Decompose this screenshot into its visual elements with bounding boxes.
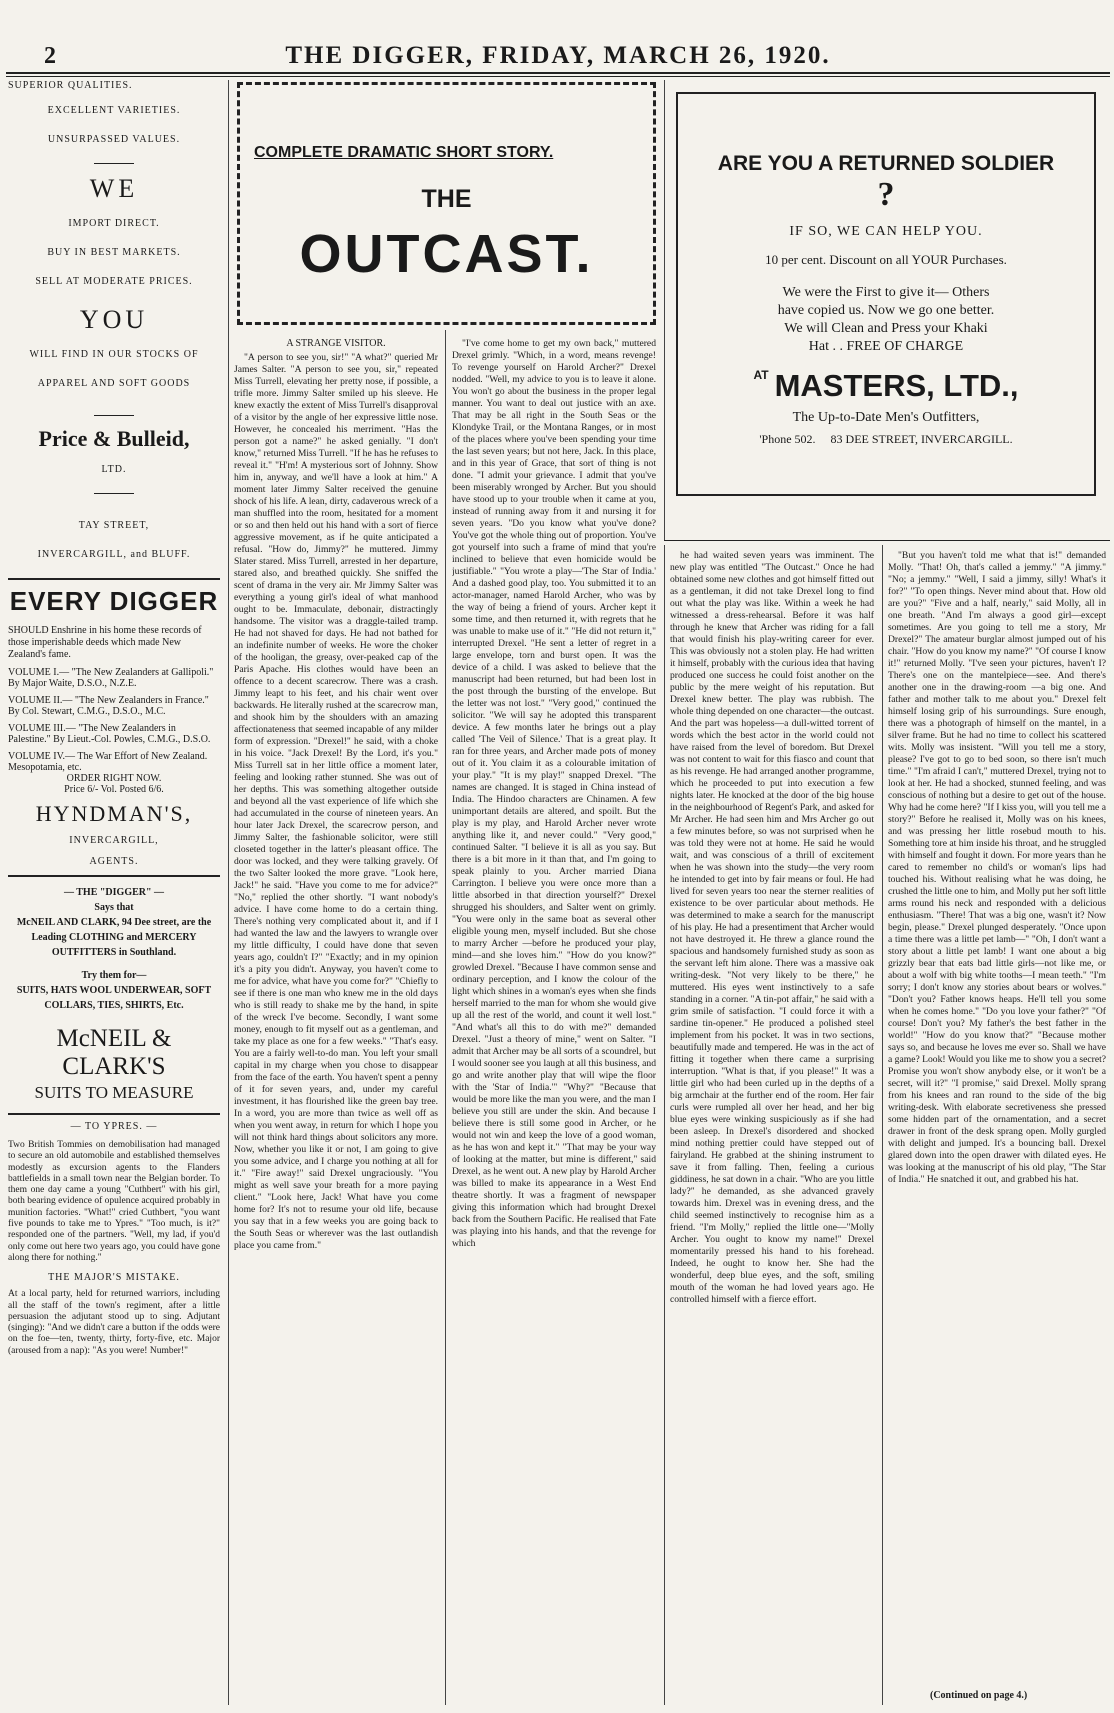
ad-discount: 10 per cent. Discount on all YOUR Purchases. bbox=[765, 252, 1007, 267]
ypres-story: Two British Tommies on demobilisation had managed to secure an old automobile and established themselves modestly as excursion agents to the Flanders battlefields in a small town near the Belgian border. To them one day came a young "Cuthbert" with his girl, both bearing evidence of opulence acquired probably in munition factories. "What!" cried Cuthbert, "you want five pounds to take me to Ypres." "Too much, is it?" responded one of the partners. "Well, my lad, if you'd only come out here two years ago, you could have gone along there for nothing." bbox=[8, 1140, 220, 1263]
ad-line: INVERCARGILL, bbox=[69, 835, 159, 846]
divider bbox=[94, 163, 134, 164]
masthead bbox=[6, 40, 1110, 70]
article-subheading: A STRANGE VISITOR. bbox=[286, 338, 386, 349]
ad-headline: ARE YOU A RETURNED SOLDIER bbox=[717, 152, 1055, 175]
ad-line: AGENTS. bbox=[89, 856, 139, 867]
article-column-3 bbox=[670, 550, 874, 1706]
ad-line: BUY IN BEST MARKETS. bbox=[47, 247, 181, 258]
ad-phone: 'Phone 502. bbox=[759, 432, 816, 446]
ad-line: LTD. bbox=[101, 464, 127, 475]
ad-line: TAY STREET, bbox=[78, 520, 150, 531]
volume-item: VOLUME II.— "The New Zealanders in France." By Col. Stewart, C.M.G., D.S.O., M.C. bbox=[8, 695, 209, 717]
story-title-box bbox=[237, 82, 656, 325]
article-text: "A person to see you, sir!" "A what?" queried Mr James Salter. "A person to see you, sir," repeated Miss Turrell, elevating her pretty nose, if possible, a trifle more. Jimmy Salter smiled up his sleeve. He knew exactly the extent of Miss Turrell's disapproval of a visitor by the angle of her expressive little nose. However, he concealed his merriment. "Has the person got a name?" he asked genially. "I don't know," returned Miss Turrell. "If he has he refuses to reveal it." "H'm! A mysterious sort of Johnny. Show him in, anyway, and we'll have a look at him." A moment later Jimmy Salter received the genuine shock of his life. A lean, dirty, cadaverous wreck of a man shuffled into the room, hesitated for a moment or so and then held out his hand with a sort of fierce aggressive movement, as if he quite anticipated a refusal. "How do, Jimmy?" he muttered. Jimmy Slater stared. Miss Turrell, arrested in her departure, stared also, and breathed quickly. She sniffed the scent of drama in the very air. Mr Jimmy Salter was everything a young girl's ideal of what manhood ought to be. Immaculate, debonair, distractingly handsome. The visitor was a draggle-tailed tramp. He had not shaved for days. He had not bathed for an indefinite number of weeks. He wore the choker of the hooligan, the greasy, over-peaked cap of the Paris Apache. His clothes would have been an offence to a decent scarecrow. There was a crash. Jimmy leapt to his feet, and his chair went over backwards. He literally rushed at the scarecrow man, and shook him by the shoulders with an amazing affectionateness that seemed incapable of any milder form of expression. "Drexel!" he said, with a choke in his voice. "Jack Drexel! By the Lord, it's you." Miss Turrell sat in her little office a moment later, feeling and looking rather stunned. She was out of her depths. This was something altogether outside and beyond all the vast experience of life which she had accumulated in the course of nineteen years. An hour later Jack Drexel, the scarecrow person, and Jimmy Salter, the fashionable solicitor, were still closeted together in the latter's pleasant office. The door was locked, and they were talking gravely. Of the two Salter looked the more grave. "Look here, Jack!" he said. "Have you come to me for advice?" "No," replied the other shortly. "I want nobody's advice. I have come home to do a certain thing. There's nothing very complicated about it, and if I had wanted the law and the lawyers to wrangle over my little difficulty, I could have done that seven years ago, couldn't I?" "Exactly; and in my opinion it's a pity you didn't. Anyway, you haven't come to me for advice, what have you come for?" "Chiefly to see if there is one man who knew me in the old days who is still ready to shake me by the hand, in spite of the wreck I've become. Secondly, I want some money, enough to fit myself out as a gentleman, and take my place as one for a few weeks." "That's easy. You are a fairly well-to-do man. You left your small capital in my charge when you chose to disappear from the face of the earth. You haven't spent a penny of it for seven years, and, under my careful investment, it has flourished like the green bay tree. In a word, you are more than twice as well off as when you went away, in return for which I hope you will not think hard things about solicitors any more. Now, whether you like it or not, I am going to give you some advice, and I charge you nothing at all for it." "Fire away!" said Drexel ungraciously. "You might as well save your breath for a more paying client." "Look here, Jack! What have you come home for? It's not to resume your old life, because you say that in a few weeks you are going back to the South Seas or wherever was the last outlandish place you came from." bbox=[234, 352, 438, 1251]
ad-offer: We were the First to give it— Others have copied us. Now we go one better. We will Clean and Press your Khaki Hat . . FREE OF CHARGE bbox=[777, 285, 995, 354]
ad-bottom-rule bbox=[664, 540, 1110, 541]
mcneil-clark-brand: McNEIL & CLARK'S bbox=[56, 1025, 172, 1080]
article-column-2 bbox=[452, 338, 656, 1706]
mcneil-clark-text: McNEIL AND CLARK, 94 Dee street, are the Leading CLOTHING and MERCERY OUTFITTERS in Southland. bbox=[16, 917, 212, 958]
divider bbox=[94, 493, 134, 494]
article-text: "I've come home to get my own back," muttered Drexel grimly. "Which, in a word, means revenge! To revenge yourself on Harold Archer?" Drexel nodded. "Well, my advice to you is to leave it alone. You won't go about the business in the proper legal manner. You want to deal out justice with an axe. That may be all right in the South Seas or the Klondyke Trail, or the Montana Ranges, or in most of the places where you've been spending your time the last seven years; but not here, Jack. In this place, and in this year of Grace, that sort of thing is not done. "I admit your grievance. I admit that you've been miserably wronged by Archer. But you should have stood up to your trouble when it came at you, instead of running away from it and nursing it for seven years. "Do you know what you've done? You've got the whole thing out of proportion. You've got yourself into such a frame of mind that you're inclined to believe that even homicide would be justifiable." "You wrote a play—'The Star of India.' And a dashed good play, too. You submitted it to an actor-manager, named Harold Archer, who was by the way of being a friend of yours. Archer kept it some time, and then returned it, with regrets that he was unable to make use of it." "He did not return it," interrupted Drexel. "He sent a letter of regret in a large envelope, torn and burst open. It was the device of a child. I was asked to believe that the manuscript had been returned, but had been lost in the post through the bursting of the envelope. But the letter was not lost." "Very good," continued the solicitor. "We will say he adopted this transparent device. A few months later he brings out a play called 'The Veil of Silence.' That is a great play. It ran for three years, and Archer made pots of money out of it. You claim it as a colourable imitation of your play." "It is my play!" snapped Drexel. "The names are changed. It is staged in China instead of India. The Hindoo characters are Chinamen. A few unimportant details are altered, and spoilt. But the play is my play, and Harold Archer never wrote anything like it, and never could." "Very good," continued Salter. "I believe it is all as you say. But there is a bit more in it than that, and I'm going to speak plainly to you. Archer married Diana Carrington. I believe you were once more than a little absorbed in that direction yourself?" Drexel shrugged his shoulders, and Salter went on grimly. "You were only in the same boat as several other eligible young men, myself included. But she chose to marry Archer —before he produced your play, mind—and she loves him." "How do you know?" growled Drexel. "Because I have common sense and ordinary perception, and I know the colour of the light which shines in a woman's eyes when she finds herself married to the man for whom she would give up all the rest of the world, and count it well lost." "And what's all this to do with me?" demanded Drexel. "Just a theory of mine," went on Salter. "I admit that Archer may be all sorts of a scoundrel, but I would sooner see you laugh at all this business, and go and write another play that will wipe the floor with the 'Star of India.'" "Why?" "Because that would be more like the man you were, and the man I believe you still are under the skin. And because I believe there is still some good in Archer, or he would not win and keep the love of a good woman, as he has won and kept it." "That may be your way of looking at the matter, but mine is different," said Drexel, as he went out. A new play by Harold Archer was billed to make its appearance in a West End theatre shortly. It was a fragment of newspaper giving this information which had brought Drexel back from the Southern Pacific. He realised that Fate was playing into his hands, and that the revenge for which bbox=[452, 338, 656, 1249]
digger-says: — THE "DIGGER" — bbox=[63, 887, 165, 898]
ad-street: 83 DEE STREET, INVERCARGILL. bbox=[830, 432, 1013, 446]
column-rule-3 bbox=[445, 330, 446, 1705]
suits-to-measure: SUITS TO MEASURE bbox=[34, 1083, 194, 1102]
volume-item: VOLUME III.— "The New Zealanders in Palestine." By Lieut.-Col. Powles, C.M.G., D.S.O. bbox=[8, 723, 211, 745]
ad-line: EXCELLENT VARIETIES. bbox=[47, 105, 181, 116]
masthead-rule-thin bbox=[6, 76, 1110, 77]
price-bulleid-brand: Price & Bulleid, bbox=[38, 426, 190, 451]
divider bbox=[8, 1113, 220, 1115]
ad-line: APPAREL AND SOFT GOODS bbox=[37, 378, 191, 389]
ad-we: WE bbox=[89, 174, 139, 203]
ad-line: IMPORT DIRECT. bbox=[68, 218, 160, 229]
column-rule-4 bbox=[664, 545, 665, 1705]
order-now: ORDER RIGHT NOW. bbox=[66, 773, 162, 784]
goods-list: SUITS, HATS WOOL UNDERWEAR, SOFT COLLARS, TIES, SHIRTS, Etc. bbox=[16, 985, 212, 1011]
ad-line: INVERCARGILL, and BLUFF. bbox=[37, 549, 191, 560]
ad-address bbox=[678, 432, 1094, 447]
article-text: "But you haven't told me what that is!" demanded Molly. "That! Oh, that's called a jemmy." "A jimmy." "No; a jemmy." "Well, I said a jimmy, silly! What's it for?" "To open things. Never mind about that. How old are you?" "Five and a half, nearly," said Molly, all in one breath. "And I'm always a good girl—except sometimes. Are you going to tell me a story, Mr Drexel?" The amateur burglar almost jumped out of his chair. "How do you know my name?" "Of course I know it!" returned Molly. "I've seen your pictures, haven't I? There's one on the mantelpiece—see. And there's another one in the drawing-room —a big one. And father and mother talk to me about you." Drexel felt himself losing grip of his surroundings. Sure enough, there was a photograph of himself on the mantel, in a silver frame. But he had no time to collect his scattered wits. Molly was insistent. "Will you tell me a story, please? I've got to go to bed soon, so there isn't much time." "I'm afraid I can't," muttered Drexel, trying not to look at her. He had a shocked, stunned feeling, and was conscious of nothing but a desire to get out of the house. Why had he come here? "If I kiss you, will you tell me a story?" Before he realised it, Molly was on his knees, and was pressing her little rosebud mouth to his. Something tore at him inside his throat, and he struggled with himself and fought it down. For more years than he cared to remember no child's or woman's lips had touched his. Without realising what he was doing, he crushed the little one to him, and Molly put her soft little arms round his neck and responded with a delicious enthusiasm. "There! That was a big one, wasn't it? Now begin, please." Drexel plunged desperately. "Once upon a time there was a little pet lamb—" "Oh, I don't want a story about a little pet lamb! I want one about a big grizzly bear that eats bad little girls—not like me, or about a wolf with big white tooths—I mean teeth." "I'm sorry; I don't know any stories about bears or wolves." "Don't you? Father knows heaps. He'll tell you some when he comes home." "Do you love your father?" "Of course! Don't you? My father's the best father in the world!" "How do you know that?" "Because mother says so, and because he loves me ever so. Shall we have a game? Look! Would you like me to show you a secret? Promise you won't show anybody else, or it won't be a secret, will it?" "I promise," said Drexel. Molly sprang from his knees and ran round to the side of the big writing-desk. With elaborate secretiveness she pressed some hidden part of the ornamentation, and a secret drawer in front of the desk sprang open. Molly gurgled with delight and jumped. It's a bouncing ball. Drexel glared down into the open drawer with dilated eyes. He was looking at the manuscript of his old play, "The Star of India." He snatched it out, and grabbed his hat. bbox=[888, 550, 1106, 1185]
article-column-1 bbox=[234, 338, 438, 1706]
newspaper-title: THE DIGGER, FRIDAY, MARCH 26, 1920. bbox=[285, 42, 831, 69]
every-digger-heading: EVERY DIGGER bbox=[9, 586, 219, 616]
ad-masters bbox=[678, 368, 1094, 404]
ad-you: YOU bbox=[79, 305, 149, 334]
ad-outfitters: The Up-to-Date Men's Outfitters, bbox=[792, 410, 980, 425]
digger-says: Says that bbox=[94, 902, 134, 913]
major-heading: THE MAJOR'S MISTAKE. bbox=[48, 1272, 180, 1284]
masthead-rule bbox=[6, 72, 1110, 74]
ypres-heading: — TO YPRES. — bbox=[70, 1121, 158, 1132]
article-text: he had waited seven years was imminent. The new play was entitled "The Outcast." Once he had obtained some new clothes and got himself fitted out as a gentleman, it did not take Drexel long to find out what the play was like. Within a week he had witnessed a dress-rehearsal. Before it was half through he knew that Archer was riding for a fall that would finish his play-writing career for ever. This was obviously not a stolen play. He had written it himself, probably with the curious idea that having produced one success he could foist another on the public by the mere weight of his reputation. But Drexel knew better. The play was rubbish. The whole thing depended on one character—the outcast. And the part was hopeless—a dull-witted torrent of words which the best actor in the world could not have raised from the level of boredom. But Drexel was not content to wait for this fiasco and count that as his revenge. He had arranged another programme, which he proceeded to put into execution a few nights later. He knocked at the door of the big house in the neighbourhood of Regent's Park, and asked for Mr Archer. He had seen him and Mrs Archer go out a few minutes before, so was not surprised when he was told they were not at home. He said he would wait, and was conscious of a thrill of excitement when he was shown into the study—the very room he intended to get into by fair means or foul. He had lived for seven years too near the sterner realities of existence to be over particular about methods. He was determined to make a search for the manuscript of his play. He had a presentiment that Archer would not have destroyed it. He threw a glance round the spacious and handsomely furnished study as soon as the servant left him alone. There was a massive oak writing-desk. "Not very likely to be there," he muttered. His eyes went instinctively to a safe standing in a corner. "A tin-pot affair," he said with a grim smile of satisfaction. "I could force it with a sardine tin-opener." He produced a polished steel implement from his pocket. It was in two sections, beautifully made and tempered. He was in the act of fitting it together when there came a surprising interruption. "What is that, if you please!" It was a little girl who had been curled up in the depths of a big armchair at the further end of the room. Her fair curls were rumpled all over her head, and her big blue eyes were winking suspiciously as if she had been asleep. In Drexel's disordered and shocked mind nothing prettier could have stepped out of fairyland. He grabbed at the shining instrument to save it from falling. Then, feeling a curious giddiness, he sat down in a chair. "Who are you little lady?" he demanded, as she advanced gravely towards him. Drexel was in evening dress, and the child seemed instinctively to recognise him as a friend. "I'm Molly," replied the little one—"Molly Archer. You ought to know my name!" Drexel momentarily pressed his hand to his forehead. Indeed, he ought to know her. She had the wonderful, deep blue eyes, and the soft, smiling mouth of the woman he had loved years ago. He controlled himself with a fierce effort. bbox=[670, 550, 874, 1305]
ad-at: AT bbox=[753, 368, 769, 382]
story-title: OUTCAST. bbox=[299, 224, 594, 284]
ad-line: UNSURPASSED VALUES. bbox=[47, 134, 181, 145]
continued-note: (Continued on page 4.) bbox=[930, 1690, 1028, 1701]
ad-line: WILL FIND IN OUR STOCKS OF bbox=[29, 349, 199, 360]
story-kind: COMPLETE DRAMATIC SHORT STORY. bbox=[254, 144, 554, 161]
volume-item: VOLUME IV.— The War Effort of New Zealand. Mesopotamia, etc. bbox=[8, 751, 208, 773]
volume-item: VOLUME I.— "The New Zealanders at Gallipoli." By Major Waite, D.S.O., N.Z.E. bbox=[8, 667, 214, 689]
divider bbox=[8, 578, 220, 580]
ad-line: SELL AT MODERATE PRICES. bbox=[35, 276, 193, 287]
divider bbox=[94, 415, 134, 416]
page-number: 2 bbox=[44, 43, 56, 69]
price-line: Price 6/- Vol. Posted 6/6. bbox=[64, 784, 164, 795]
column-rule-5 bbox=[882, 545, 883, 1705]
masters-ad bbox=[676, 92, 1096, 496]
major-story: At a local party, held for returned warriors, including all the staff of the town's regiment, after a little persuasion the adjutant stood up to sing. Adjutant (singing): "And we didn't care a button if the odds were on the foe—ten, twenty, thirty, forty-five, etc. Major (aroused from a nap): "As you were! Number!" bbox=[8, 1289, 220, 1356]
ad-question-mark: ? bbox=[877, 176, 895, 213]
divider bbox=[8, 875, 220, 877]
column-rule-1 bbox=[228, 80, 229, 1705]
story-the: THE bbox=[421, 185, 472, 213]
hyndmans-brand: HYNDMAN'S, bbox=[35, 801, 193, 826]
ad-line: SUPERIOR QUALITIES. bbox=[8, 80, 133, 91]
article-column-4 bbox=[888, 550, 1106, 1680]
try-them: Try them for— bbox=[81, 970, 147, 981]
every-digger-text: SHOULD Enshrine in his home these records of those imperishable deeds which made New Zealand's fame. bbox=[8, 625, 202, 660]
left-column-ads bbox=[8, 80, 220, 1357]
ad-masters-name: MASTERS, LTD., bbox=[774, 368, 1019, 403]
ad-help: IF SO, WE CAN HELP YOU. bbox=[789, 224, 983, 239]
column-rule-2 bbox=[664, 80, 665, 540]
